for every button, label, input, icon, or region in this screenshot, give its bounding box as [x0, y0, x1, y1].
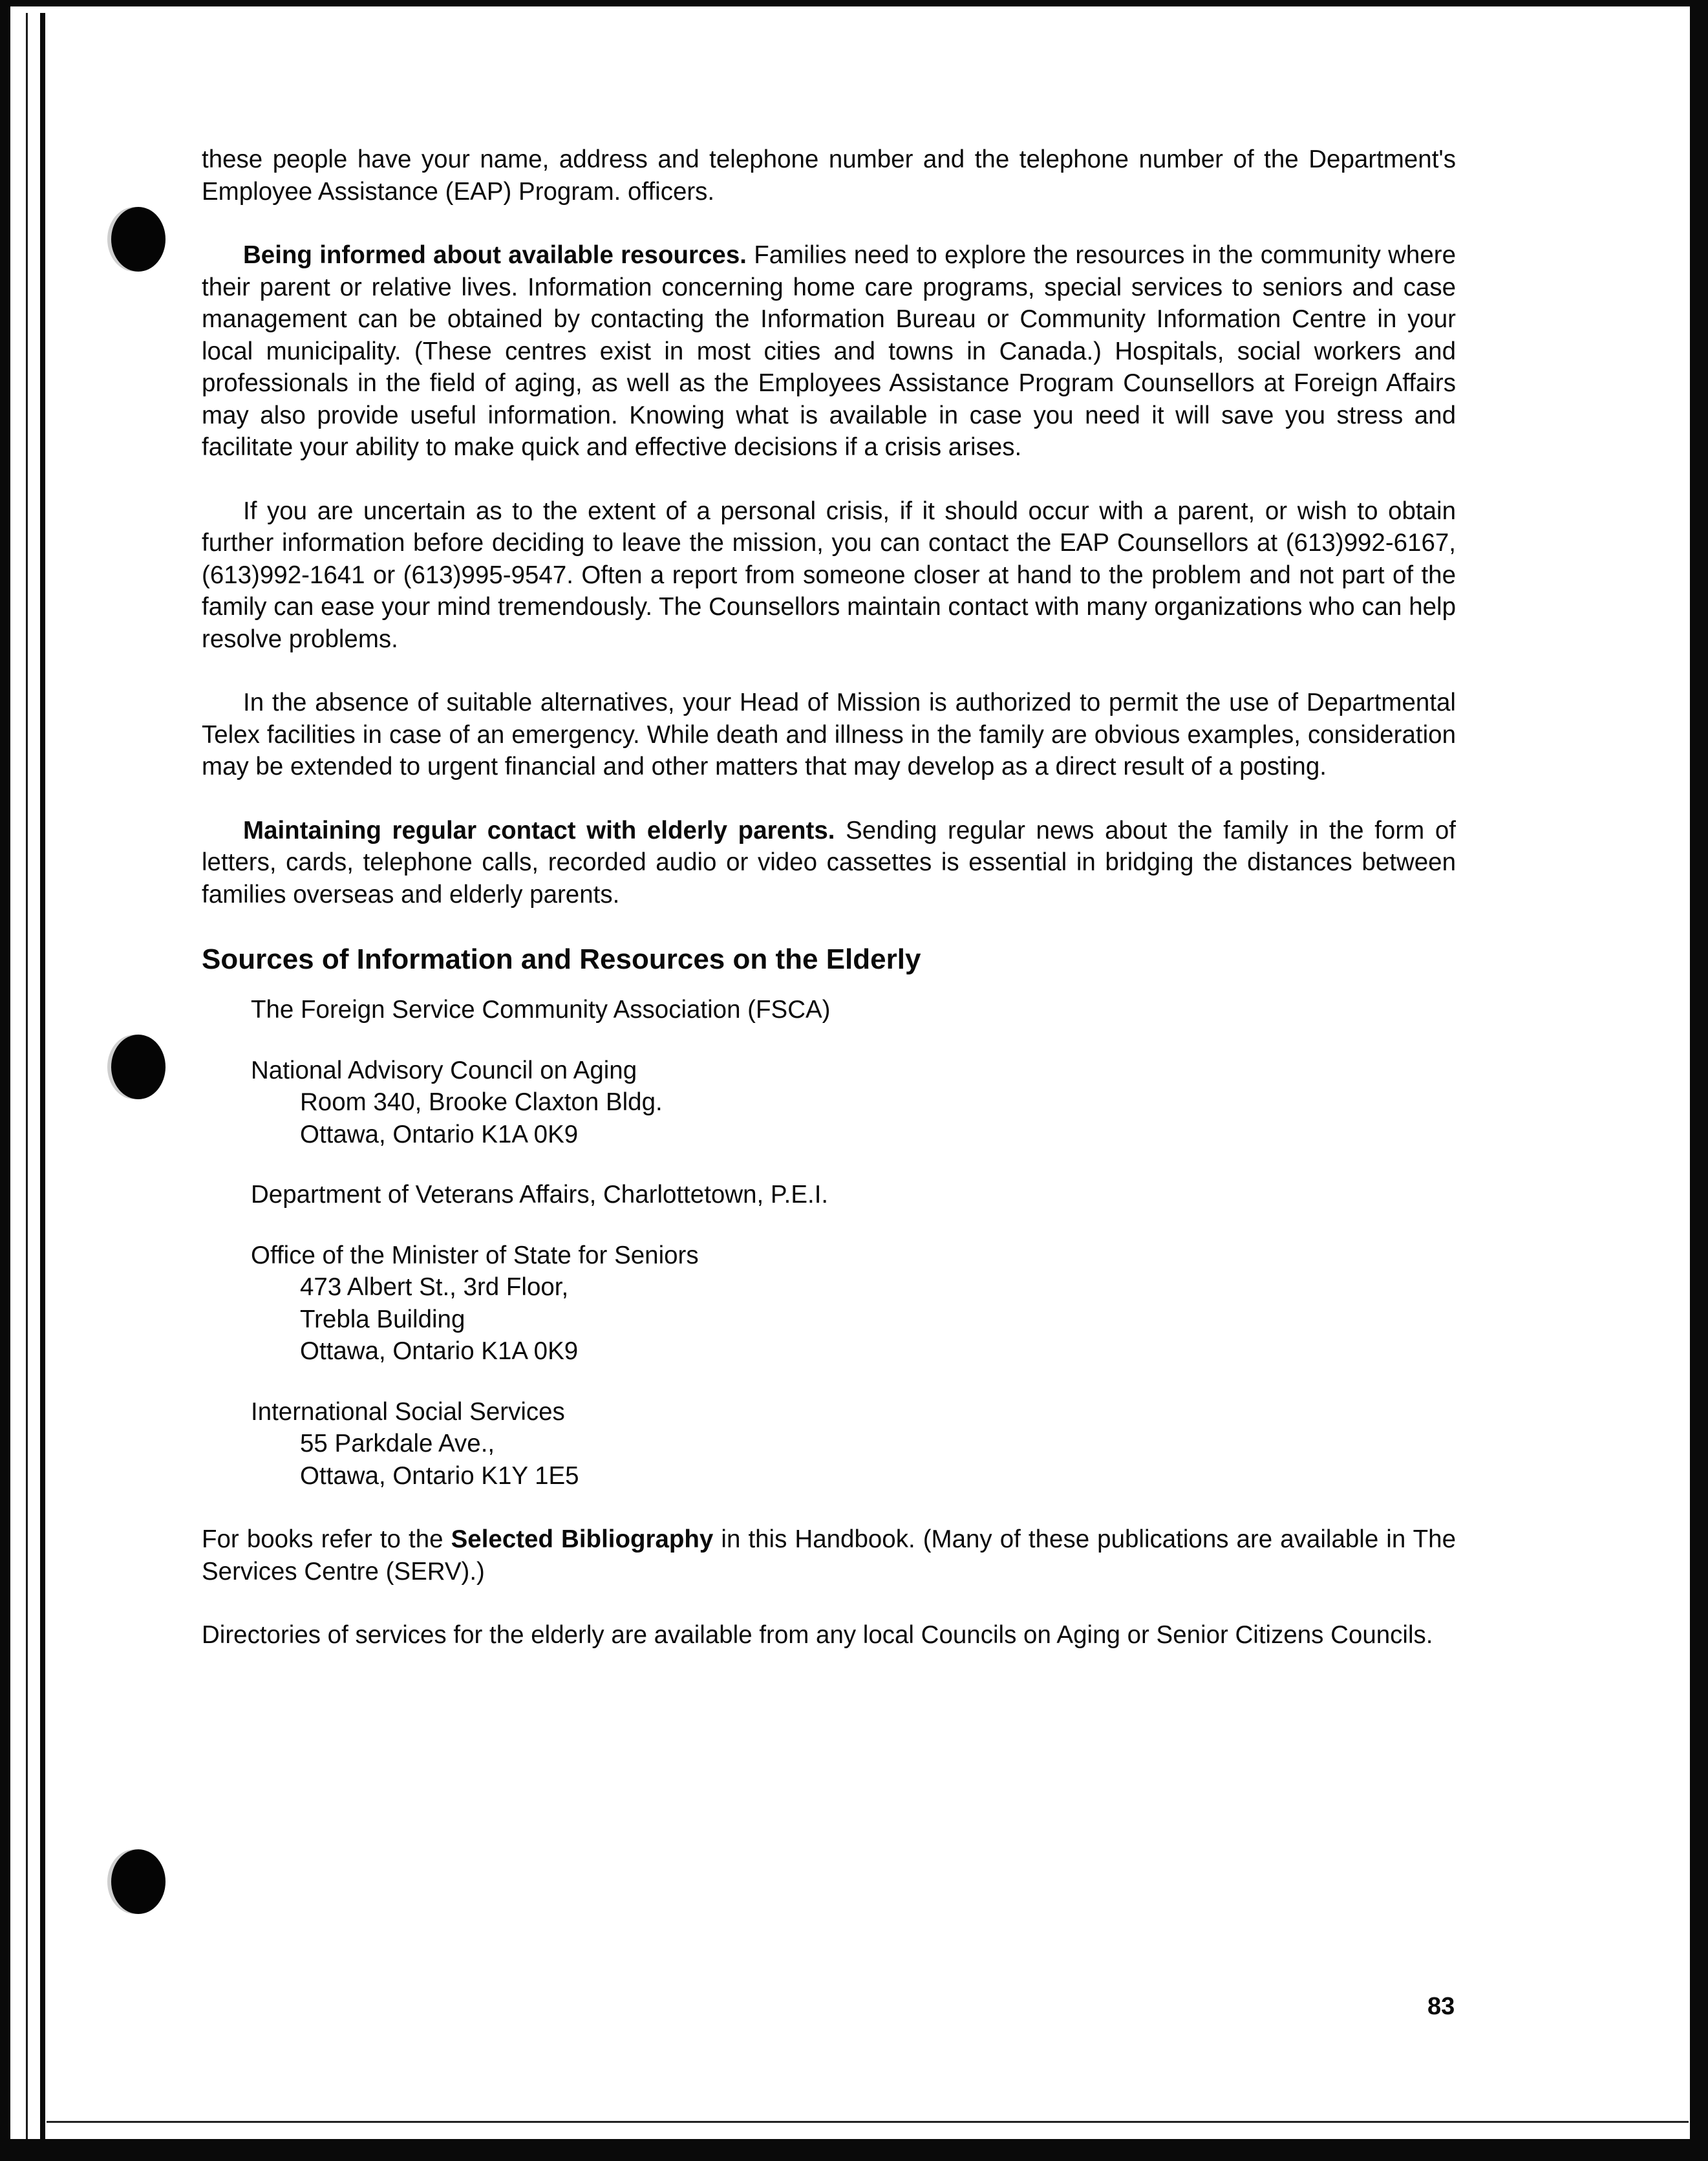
contact-lead: Maintaining regular contact with elderly parents.	[243, 816, 835, 844]
org-name: Office of the Minister of State for Seniors	[251, 1241, 699, 1269]
org-item	[251, 1055, 1456, 1151]
binding-line	[26, 13, 28, 2140]
org-address-line: Trebla Building	[300, 1305, 465, 1333]
scan-border-left	[0, 0, 10, 2161]
org-address-line: Ottawa, Ontario K1A 0K9	[300, 1337, 579, 1365]
bibliography-reference: Selected Bibliography	[451, 1525, 714, 1553]
books-pre: For books refer to the	[202, 1525, 451, 1553]
telex-paragraph: In the absence of suitable alternatives, your Head of Mission is authorized to permit the use of Departmental Telex facilities in case of an emergency. While death and illness in the family are obvious examples, consideration may be extended to urgent financial and other matters that may develop as a direct result of a posting.	[202, 689, 1456, 780]
books-paragraph	[202, 1523, 1456, 1587]
org-list	[251, 994, 1456, 1492]
org-name: National Advisory Council on Aging	[251, 1056, 637, 1084]
sources-heading: Sources of Information and Resources on the Elderly	[202, 943, 921, 975]
punch-hole-middle	[111, 1035, 165, 1099]
resources-paragraph	[202, 239, 1456, 464]
resources-body: Families need to explore the resources in the community where their parent or relative lives. Information concerning home care programs, special services to seniors and case management can be obtained by contacting the Information Bureau or Community Information Centre in your local municipality. (These centres exist in most cities and towns in Canada.) Hospitals, social workers and professionals in the field of aging, as well as the Employees Assistance Program Counsellors at Foreign Affairs may also provide useful information. Knowing what is available in case you need it will save you stress and facilitate your ability to make quick and effective decisions if a crisis arises.	[202, 241, 1456, 461]
page-bottom-edge	[47, 2121, 1689, 2123]
org-address-line: 55 Parkdale Ave.,	[300, 1430, 495, 1457]
org-address-line: Ottawa, Ontario K1Y 1E5	[300, 1461, 579, 1490]
org-item	[251, 994, 1456, 1026]
page-number: 83	[1427, 1993, 1455, 2020]
resources-lead: Being informed about available resources.	[243, 241, 747, 269]
punch-hole-top	[111, 207, 165, 272]
org-item	[251, 1179, 1456, 1211]
books-post: in this Handbook. (Many of these publications are available in The Services Centre (SERV).)	[202, 1525, 1456, 1586]
contact-body: Sending regular news about the family in the form of letters, cards, telephone calls, recorded audio or video cassettes is essential in bridging the distances between families overseas and elderly parents.	[202, 816, 1456, 908]
org-address-line: Ottawa, Ontario K1A 0K9	[300, 1120, 579, 1148]
directories-paragraph: Directories of services for the elderly are available from any local Councils on Aging or Senior Citizens Councils.	[202, 1621, 1433, 1649]
org-name: International Social Services	[251, 1397, 565, 1426]
org-name: Department of Veterans Affairs, Charlottetown, P.E.I.	[251, 1181, 829, 1209]
binding-edge	[40, 13, 45, 2140]
org-item	[251, 1396, 1456, 1492]
org-item	[251, 1240, 1456, 1368]
page-body	[202, 144, 1456, 1651]
punch-hole-bottom	[111, 1849, 165, 1914]
org-address-line: 473 Albert St., 3rd Floor,	[300, 1273, 569, 1301]
org-name: The Foreign Service Community Association (FSCA)	[251, 996, 831, 1024]
scan-border-top	[0, 0, 1708, 6]
scan-border-bottom	[0, 2139, 1708, 2161]
org-address-line: Room 340, Brooke Claxton Bldg.	[300, 1088, 663, 1116]
crisis-paragraph: If you are uncertain as to the extent of a personal crisis, if it should occur with a parent, or wish to obtain further information before deciding to leave the mission, you can contact the EAP Counsellors at (613)992-6167, (613)992-1641 or (613)995-9547. Often a report from someone closer at hand to the problem and not part of the family can ease your mind tremendously. The Counsellors maintain contact with many organizations who can help resolve problems.	[202, 497, 1456, 653]
intro-paragraph: these people have your name, address and telephone number and the telephone number of the Department's Employee Assistance (EAP) Program. officers.	[202, 145, 1456, 206]
contact-paragraph	[202, 815, 1456, 911]
scan-border-right	[1690, 0, 1708, 2161]
